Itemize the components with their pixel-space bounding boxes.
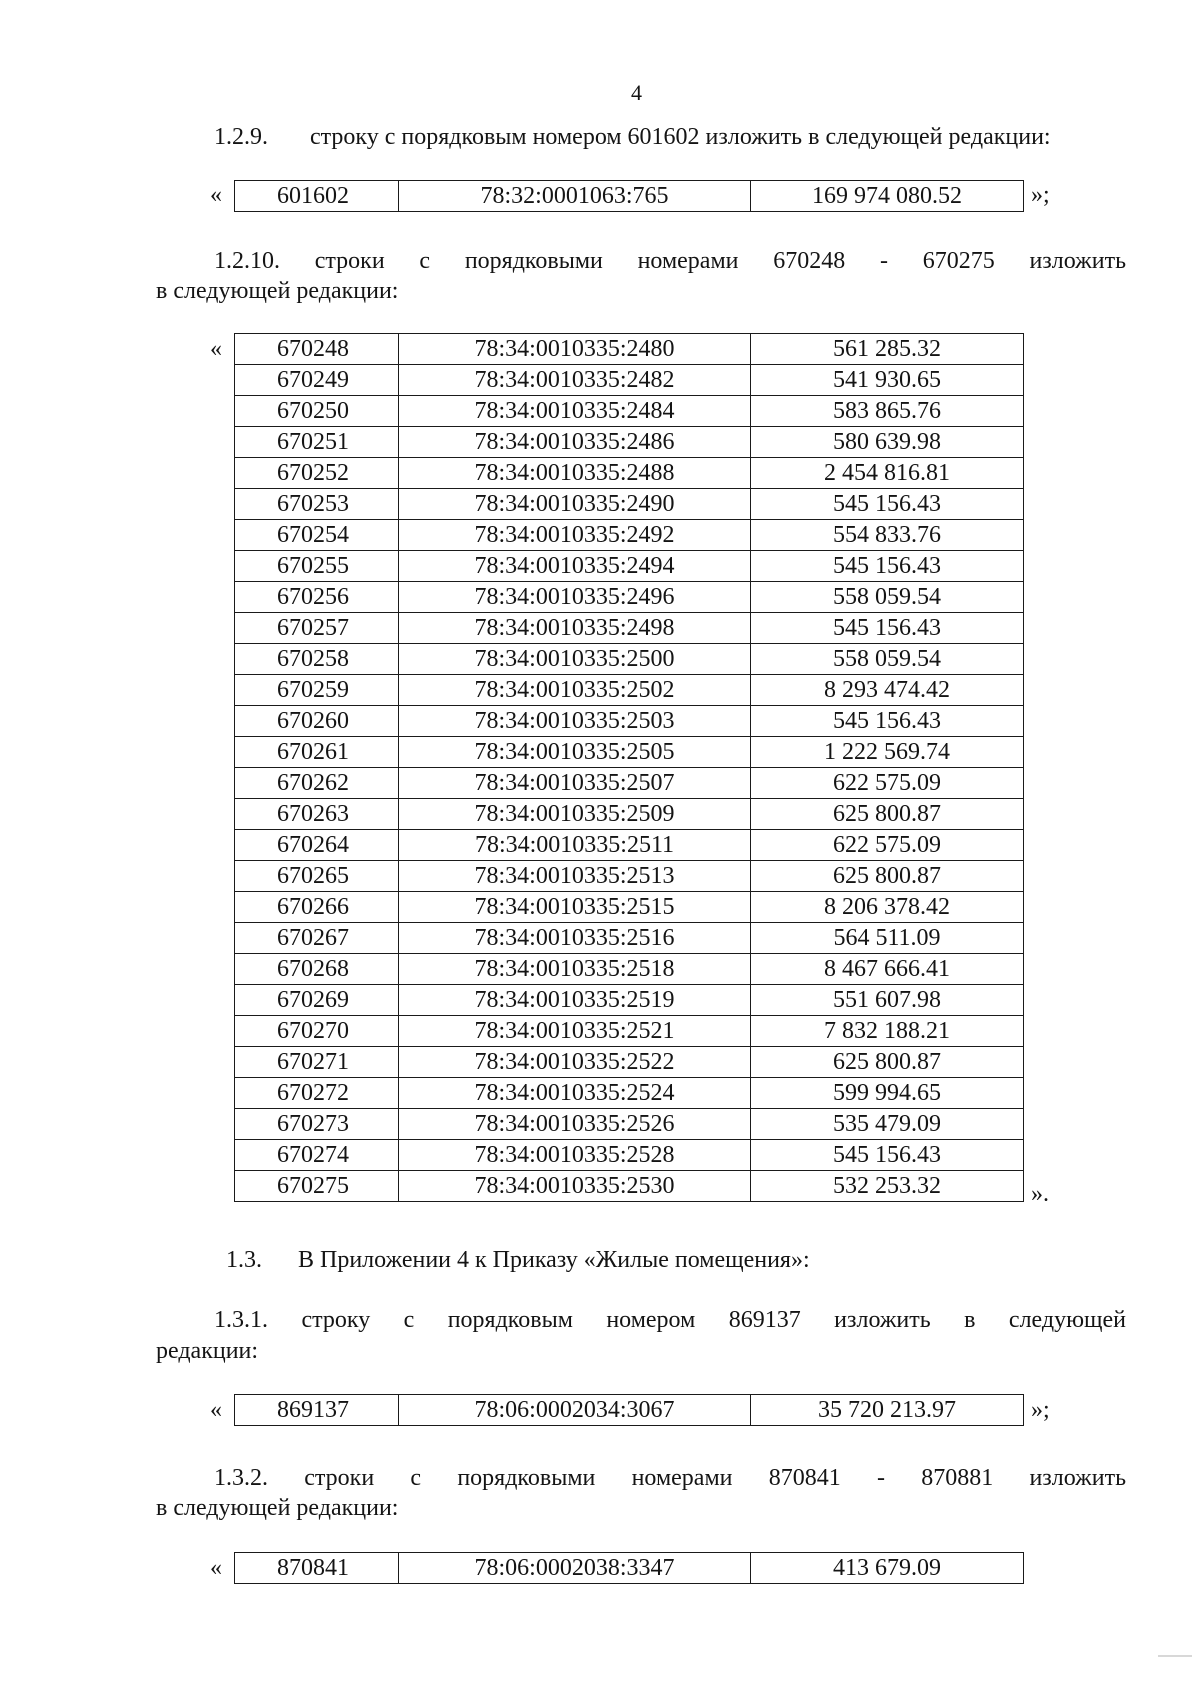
cadastral-number-cell: 78:34:0010335:2515 (399, 892, 751, 923)
cadastral-number-cell: 78:34:0010335:2486 (399, 427, 751, 458)
section-text: строки с порядковыми номерами 870841 - 870881 изложить (304, 1465, 1127, 1491)
row-number-cell: 670249 (235, 365, 399, 396)
value-cell: 583 865.76 (751, 396, 1024, 427)
value-cell: 532 253.32 (751, 1171, 1024, 1202)
cadastral-number-cell: 78:34:0010335:2505 (399, 737, 751, 768)
value-cell: 558 059.54 (751, 644, 1024, 675)
table-row (235, 1395, 1024, 1426)
row-number-cell: 670266 (235, 892, 399, 923)
cadastral-number-cell: 78:34:0010335:2500 (399, 644, 751, 675)
cadastral-number-cell: 78:34:0010335:2502 (399, 675, 751, 706)
value-cell: 551 607.98 (751, 985, 1024, 1016)
row-number-cell: 670261 (235, 737, 399, 768)
value-cell: 535 479.09 (751, 1109, 1024, 1140)
value-cell: 1 222 569.74 (751, 737, 1024, 768)
table-row (235, 1016, 1024, 1047)
open-quote: « (210, 1555, 222, 1581)
table-row (235, 954, 1024, 985)
page-number: 4 (631, 80, 642, 105)
cadastral-number-cell: 78:34:0010335:2480 (399, 334, 751, 365)
row-number-cell: 670269 (235, 985, 399, 1016)
value-cell: 545 156.43 (751, 1140, 1024, 1171)
section-number: 1.3.1. (214, 1307, 268, 1333)
row-number-cell: 670265 (235, 861, 399, 892)
table-row (235, 830, 1024, 861)
value-cell: 545 156.43 (751, 551, 1024, 582)
cadastral-number-cell: 78:34:0010335:2484 (399, 396, 751, 427)
value-cell: 8 293 474.42 (751, 675, 1024, 706)
section-number: 1.2.10. (214, 248, 280, 274)
table-row (235, 923, 1024, 954)
cadastral-number-cell: 78:34:0010335:2503 (399, 706, 751, 737)
table-row (235, 582, 1024, 613)
row-number-cell: 870841 (235, 1553, 399, 1584)
value-cell: 7 832 188.21 (751, 1016, 1024, 1047)
cadastral-number-cell: 78:32:0001063:765 (399, 181, 751, 212)
table-row (235, 334, 1024, 365)
row-number-cell: 670263 (235, 799, 399, 830)
value-cell: 35 720 213.97 (751, 1395, 1024, 1426)
table-row (235, 985, 1024, 1016)
cadastral-number-cell: 78:06:0002034:3067 (399, 1395, 751, 1426)
value-cell: 625 800.87 (751, 861, 1024, 892)
value-cell: 8 206 378.42 (751, 892, 1024, 923)
table-row (235, 613, 1024, 644)
section-text: строки с порядковыми номерами 670248 - 670275 изложить (314, 248, 1127, 274)
table-1-2-10 (234, 333, 1024, 1202)
table-row (235, 1109, 1024, 1140)
row-number-cell: 869137 (235, 1395, 399, 1426)
value-cell: 413 679.09 (751, 1553, 1024, 1584)
value-cell: 625 800.87 (751, 799, 1024, 830)
value-cell: 169 974 080.52 (751, 181, 1024, 212)
section-1-2-9 (214, 122, 1124, 152)
table-row (235, 1553, 1024, 1584)
cadastral-number-cell: 78:34:0010335:2511 (399, 830, 751, 861)
scan-edge-mark (1158, 1655, 1192, 1657)
value-cell: 554 833.76 (751, 520, 1024, 551)
open-quote: « (210, 1397, 222, 1423)
section-number: 1.3.2. (214, 1465, 268, 1491)
row-number-cell: 670259 (235, 675, 399, 706)
row-number-cell: 670254 (235, 520, 399, 551)
cadastral-number-cell: 78:34:0010335:2530 (399, 1171, 751, 1202)
table-row (235, 644, 1024, 675)
table-row (235, 427, 1024, 458)
row-number-cell: 670264 (235, 830, 399, 861)
row-number-cell: 670253 (235, 489, 399, 520)
table-row (235, 861, 1024, 892)
cadastral-number-cell: 78:34:0010335:2522 (399, 1047, 751, 1078)
value-cell: 8 467 666.41 (751, 954, 1024, 985)
table-row (235, 551, 1024, 582)
row-number-cell: 670270 (235, 1016, 399, 1047)
section-1-3-1-line2: редакции: (156, 1338, 259, 1364)
value-cell: 599 994.65 (751, 1078, 1024, 1109)
table-row (235, 799, 1024, 830)
value-cell: 625 800.87 (751, 1047, 1024, 1078)
cadastral-number-cell: 78:34:0010335:2482 (399, 365, 751, 396)
section-text: строку с порядковым номером 869137 изложить в следующей (301, 1307, 1126, 1333)
cadastral-number-cell: 78:34:0010335:2509 (399, 799, 751, 830)
table-row (235, 489, 1024, 520)
row-number-cell: 670262 (235, 768, 399, 799)
value-cell: 558 059.54 (751, 582, 1024, 613)
table-row (235, 520, 1024, 551)
open-quote: « (210, 182, 222, 208)
cadastral-number-cell: 78:34:0010335:2498 (399, 613, 751, 644)
row-number-cell: 670268 (235, 954, 399, 985)
table-row (235, 675, 1024, 706)
value-cell: 541 930.65 (751, 365, 1024, 396)
table-row (235, 768, 1024, 799)
value-cell: 622 575.09 (751, 830, 1024, 861)
section-number: 1.2.9. (214, 124, 268, 150)
row-number-cell: 670255 (235, 551, 399, 582)
row-number-cell: 670273 (235, 1109, 399, 1140)
section-text: В Приложении 4 к Приказу «Жилые помещения»: (298, 1247, 810, 1273)
cadastral-number-cell: 78:34:0010335:2516 (399, 923, 751, 954)
value-cell: 580 639.98 (751, 427, 1024, 458)
row-number-cell: 670250 (235, 396, 399, 427)
table-1-3-1 (234, 1394, 1024, 1426)
table-row (235, 1171, 1024, 1202)
table-row (235, 365, 1024, 396)
table-row (235, 737, 1024, 768)
close-quote: »; (1031, 182, 1050, 208)
row-number-cell: 670274 (235, 1140, 399, 1171)
cadastral-number-cell: 78:34:0010335:2528 (399, 1140, 751, 1171)
row-number-cell: 670252 (235, 458, 399, 489)
row-number-cell: 670251 (235, 427, 399, 458)
close-quote: »; (1031, 1397, 1050, 1423)
row-number-cell: 670260 (235, 706, 399, 737)
cadastral-number-cell: 78:34:0010335:2513 (399, 861, 751, 892)
row-number-cell: 670248 (235, 334, 399, 365)
cadastral-number-cell: 78:34:0010335:2518 (399, 954, 751, 985)
cadastral-number-cell: 78:34:0010335:2524 (399, 1078, 751, 1109)
section-1-2-10-line2: в следующей редакции: (156, 278, 399, 304)
cadastral-number-cell: 78:34:0010335:2521 (399, 1016, 751, 1047)
table-row (235, 1047, 1024, 1078)
row-number-cell: 670256 (235, 582, 399, 613)
table-row (235, 706, 1024, 737)
value-cell: 2 454 816.81 (751, 458, 1024, 489)
section-1-2-10-line1 (214, 246, 1126, 276)
cadastral-number-cell: 78:34:0010335:2507 (399, 768, 751, 799)
cadastral-number-cell: 78:34:0010335:2490 (399, 489, 751, 520)
row-number-cell: 670267 (235, 923, 399, 954)
table-row (235, 458, 1024, 489)
section-1-3-2-line2: в следующей редакции: (156, 1495, 399, 1521)
cadastral-number-cell: 78:34:0010335:2496 (399, 582, 751, 613)
table-row (235, 181, 1024, 212)
cadastral-number-cell: 78:34:0010335:2492 (399, 520, 751, 551)
cadastral-number-cell: 78:34:0010335:2488 (399, 458, 751, 489)
value-cell: 622 575.09 (751, 768, 1024, 799)
table-row (235, 1140, 1024, 1171)
cadastral-number-cell: 78:34:0010335:2494 (399, 551, 751, 582)
row-number-cell: 670272 (235, 1078, 399, 1109)
table-row (235, 1078, 1024, 1109)
section-1-3-2-line1 (214, 1463, 1126, 1493)
cadastral-number-cell: 78:06:0002038:3347 (399, 1553, 751, 1584)
section-1-3 (226, 1245, 810, 1275)
row-number-cell: 670257 (235, 613, 399, 644)
section-number: 1.3. (226, 1247, 262, 1273)
open-quote: « (210, 336, 222, 362)
value-cell: 564 511.09 (751, 923, 1024, 954)
section-text: строку с порядковым номером 601602 изложить в следующей редакции: (310, 124, 1051, 150)
row-number-cell: 670275 (235, 1171, 399, 1202)
table-1-2-9 (234, 180, 1024, 212)
value-cell: 545 156.43 (751, 706, 1024, 737)
value-cell: 561 285.32 (751, 334, 1024, 365)
table-row (235, 892, 1024, 923)
row-number-cell: 601602 (235, 181, 399, 212)
value-cell: 545 156.43 (751, 613, 1024, 644)
row-number-cell: 670271 (235, 1047, 399, 1078)
close-quote: ». (1031, 1181, 1049, 1207)
table-1-3-2 (234, 1552, 1024, 1584)
row-number-cell: 670258 (235, 644, 399, 675)
section-1-3-1-line1 (214, 1305, 1126, 1335)
table-row (235, 396, 1024, 427)
cadastral-number-cell: 78:34:0010335:2526 (399, 1109, 751, 1140)
value-cell: 545 156.43 (751, 489, 1024, 520)
cadastral-number-cell: 78:34:0010335:2519 (399, 985, 751, 1016)
